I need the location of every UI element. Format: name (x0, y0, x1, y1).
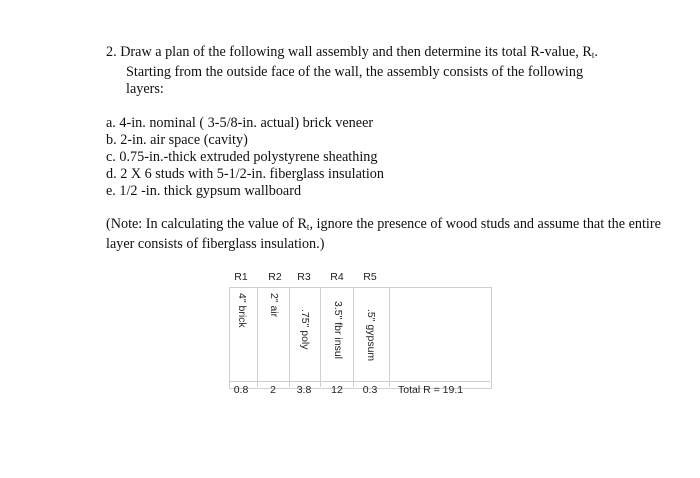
question-line-3: layers: (126, 81, 164, 97)
header-r3: R3 (297, 271, 311, 283)
layer-label-poly: .75" poly (299, 309, 311, 350)
layer-label-air: 2" air (268, 293, 280, 318)
layer-item: b. 2-in. air space (cavity) (106, 132, 248, 148)
header-r4: R4 (330, 271, 344, 283)
layer-label-gypsum: .5" gypsum (365, 309, 377, 362)
layer-item: e. 1/2 -in. thick gypsum wallboard (106, 183, 302, 199)
layer-label-brick: 4" brick (236, 293, 248, 328)
value-r2: 2 (270, 384, 276, 396)
note-text: (Note: In calculating the value of $R_t$, ignore the presence of wood studs and assume that the entire layer consists of fiberglass insulation.) (106, 216, 661, 252)
value-r1: 0.8 (233, 384, 249, 396)
layer-item: a. 4-in. nominal ( 3-5/8-in. actual) brick veneer (106, 115, 374, 131)
value-r5: 0.3 (362, 384, 378, 396)
total-r-value: Total R = 19.1 (398, 384, 464, 396)
layer-label-insul: 3.5" fbr insul (332, 301, 344, 360)
value-r4: 12 (331, 384, 343, 396)
header-r1: R1 (234, 271, 248, 283)
question-line-2: Starting from the outside face of the wall, the assembly consists of the following (126, 64, 584, 80)
header-r2: R2 (268, 271, 282, 283)
value-r3: 3.8 (296, 384, 312, 396)
layer-item: c. 0.75-in.-thick extruded polystyrene sheathing (106, 149, 378, 165)
header-r5: R5 (363, 271, 377, 283)
layer-item: d. 2 X 6 studs with 5-1/2-in. fiberglass insulation (106, 166, 384, 182)
grid-line (229, 381, 490, 382)
question-text (106, 44, 666, 98)
question-line-1: 2. Draw a plan of the following wall assembly and then determine its total R-value, $R_t$. (106, 44, 598, 60)
layer-list (106, 115, 384, 200)
